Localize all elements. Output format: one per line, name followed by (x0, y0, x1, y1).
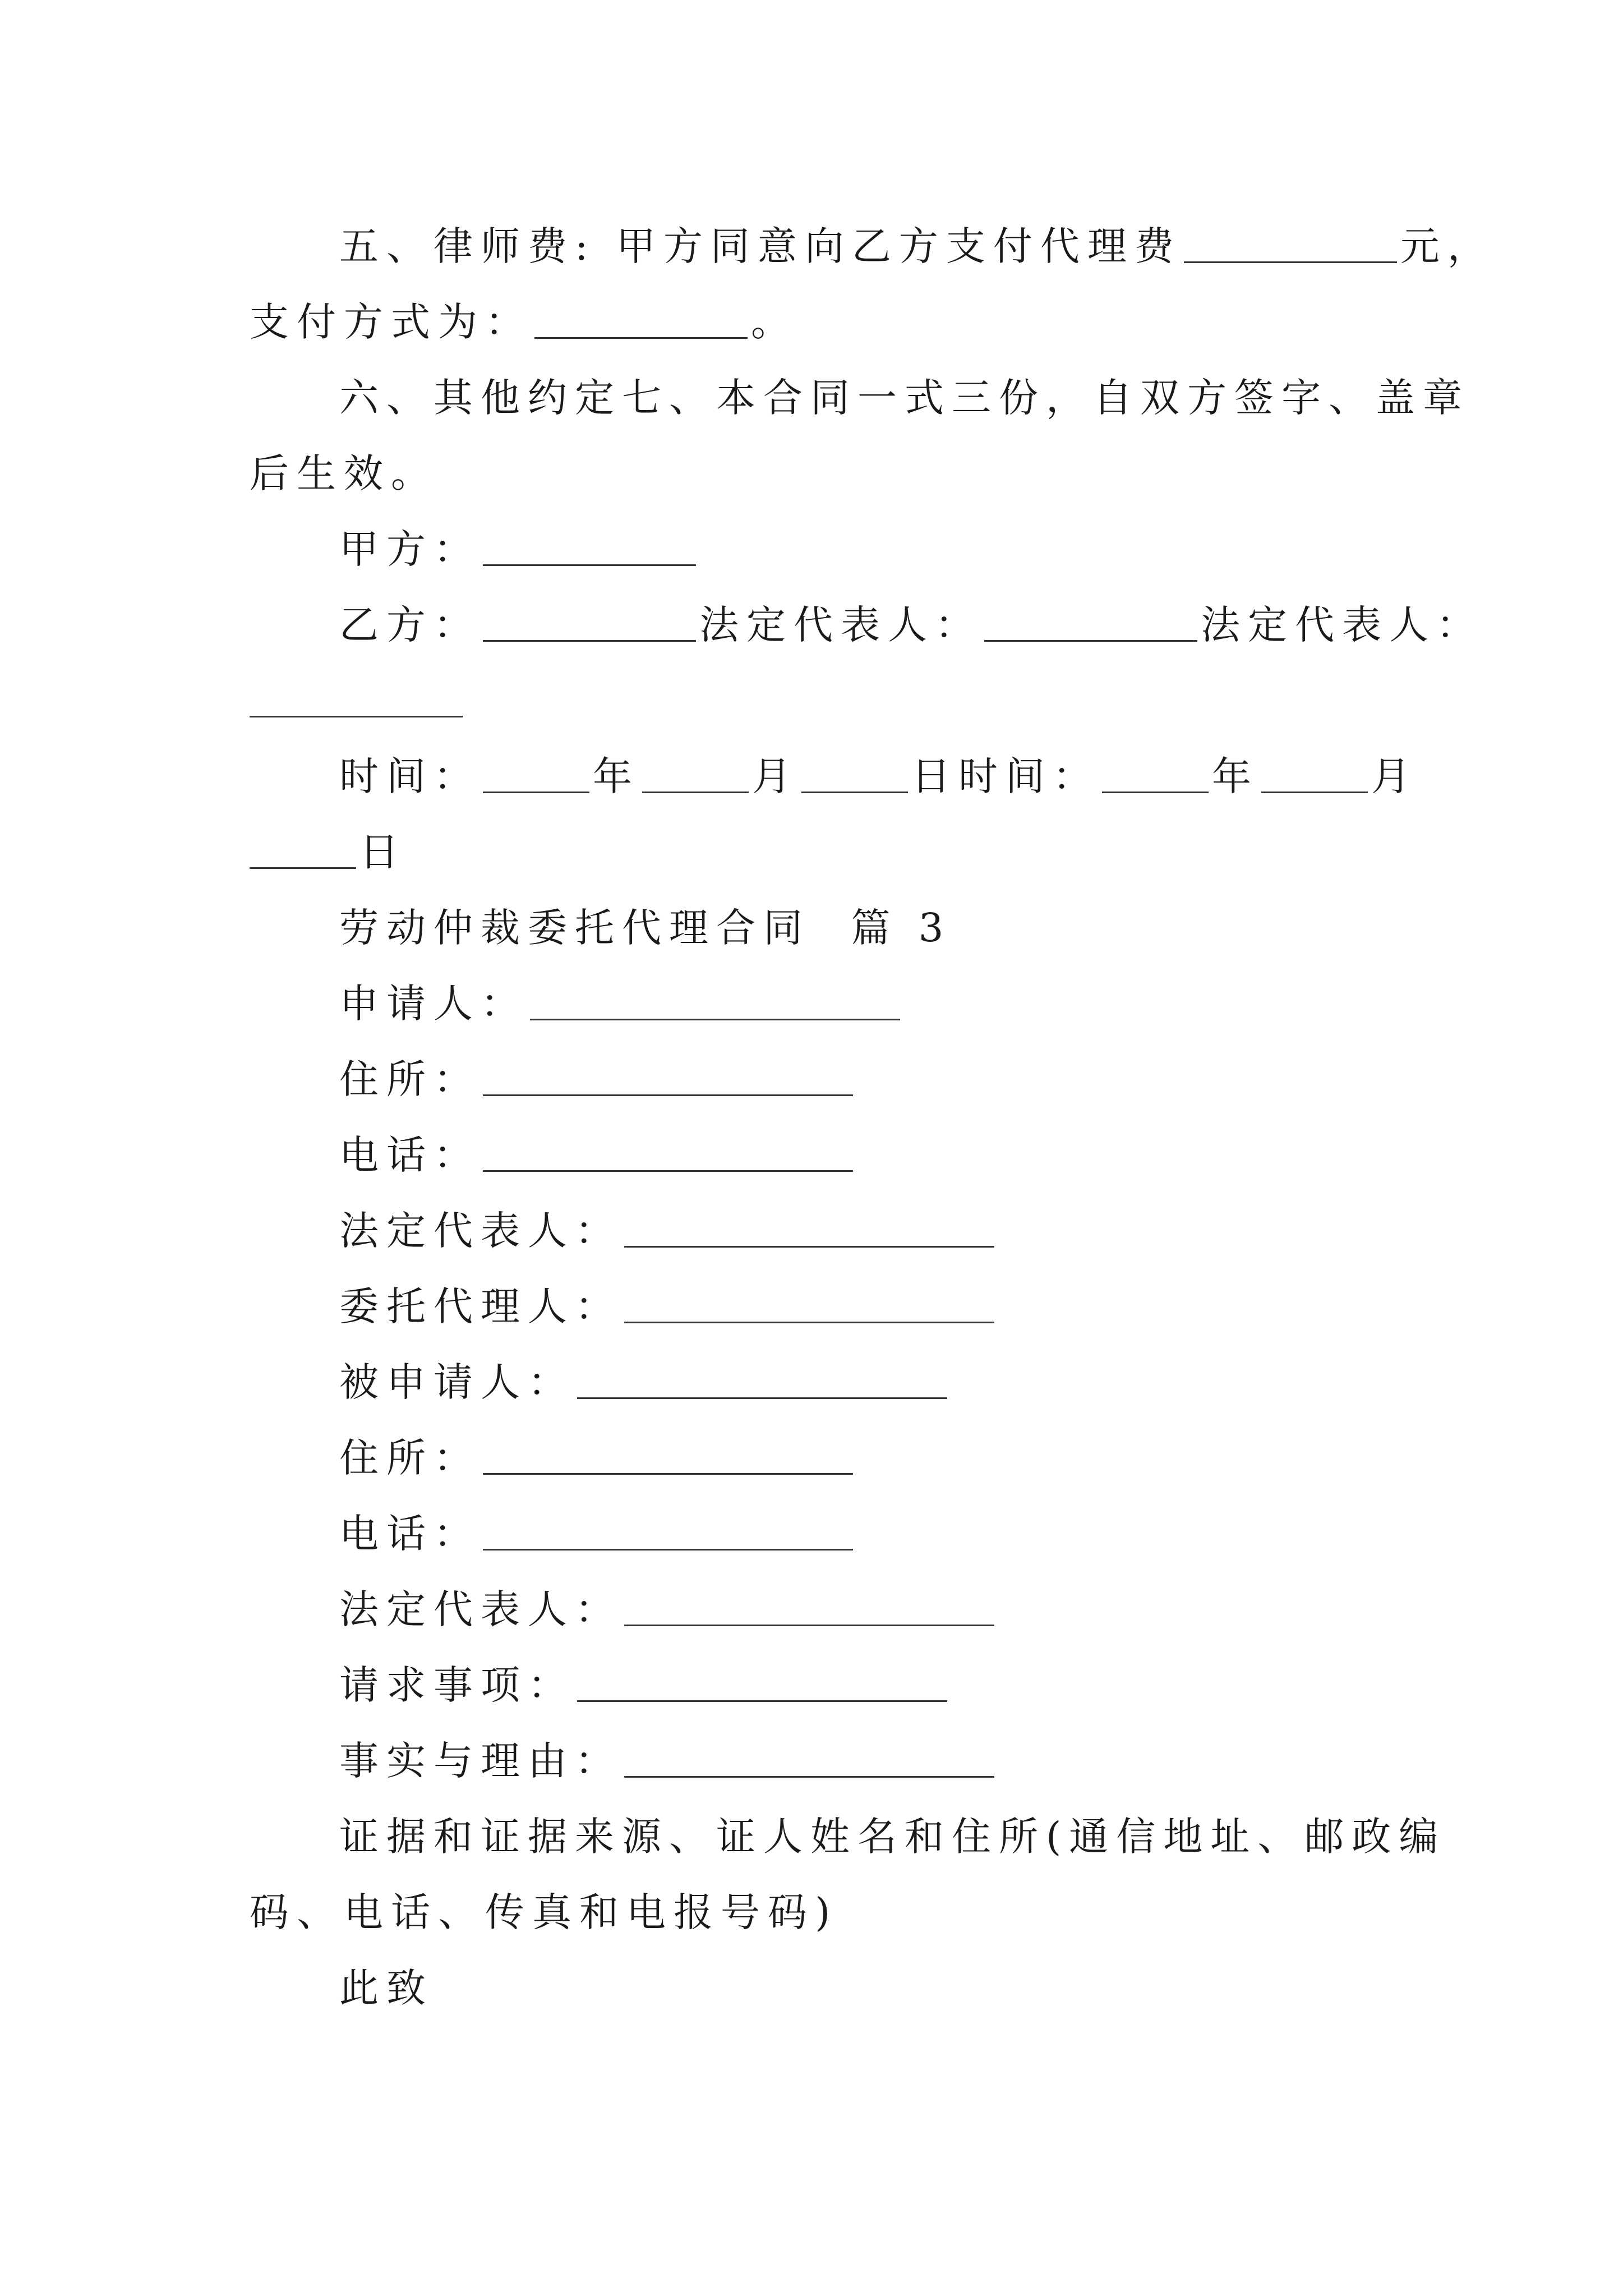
field-claims (339, 1646, 951, 1724)
field-label: 电话： (339, 1511, 481, 1557)
field-label: 住所： (339, 1435, 481, 1481)
field-respondent-address (339, 1419, 856, 1497)
year-label-2: 年 (1212, 753, 1259, 799)
evidence-text-cont: 码、电话、传真和电报号码) (250, 1889, 838, 1935)
field-label: 被申请人： (339, 1359, 575, 1405)
field-legal-rep (339, 1192, 998, 1269)
clause-5-unit: 元， (1400, 223, 1495, 269)
clause-6-text: 六、其他约定七、本合同一式三份，自双方签字、盖章 (339, 375, 1470, 421)
field-respondent-phone (339, 1495, 856, 1572)
field-label: 法定代表人： (339, 1586, 622, 1632)
field-blank[interactable] (483, 1131, 853, 1172)
field-blank[interactable] (624, 1207, 994, 1248)
day-blank-2[interactable] (250, 828, 356, 869)
month-blank-2[interactable] (1261, 752, 1368, 793)
field-label: 申请人： (339, 981, 528, 1027)
field-applicant (339, 965, 903, 1042)
field-respondent-legal-rep (339, 1571, 998, 1648)
section-3-title (339, 889, 951, 967)
legal-rep-blank-2[interactable] (250, 677, 463, 717)
party-b-blank[interactable] (483, 601, 696, 642)
legal-rep-label-1: 法定代表人： (699, 602, 982, 648)
field-blank[interactable] (577, 1661, 947, 1702)
clause-5-line-2 (250, 283, 798, 361)
legal-rep-line-2 (250, 662, 466, 739)
day-label-2: 日 (359, 829, 407, 875)
field-blank[interactable] (483, 1055, 853, 1096)
field-blank[interactable] (624, 1737, 994, 1778)
time-label-1: 时间： (339, 753, 481, 799)
field-label: 法定代表人： (339, 1208, 622, 1254)
field-phone (339, 1116, 856, 1194)
date-line-2 (250, 813, 407, 891)
field-agent (339, 1268, 998, 1345)
clause-5-text: 五、律师费: 甲方同意向乙方支付代理费 (339, 223, 1182, 269)
agency-fee-blank[interactable] (1184, 222, 1397, 263)
field-label: 事实与理由： (339, 1738, 622, 1784)
day-blank-1[interactable] (801, 752, 908, 793)
clause-6-line-1 (339, 359, 1470, 436)
party-a-label: 甲方： (339, 526, 481, 572)
field-facts (339, 1722, 998, 1800)
closing-text: 此致 (339, 1965, 434, 2011)
field-respondent (339, 1343, 951, 1421)
closing-line (339, 1949, 434, 2027)
field-label: 委托代理人： (339, 1283, 622, 1329)
year-blank-1[interactable] (483, 752, 589, 793)
clause-5-line-1 (339, 208, 1495, 285)
field-blank[interactable] (530, 979, 900, 1020)
clause-6-line-2 (250, 435, 438, 512)
party-b-label: 乙方： (339, 602, 481, 648)
field-address (339, 1041, 856, 1118)
field-label: 住所： (339, 1056, 481, 1102)
field-label: 请求事项： (339, 1662, 575, 1708)
month-blank-1[interactable] (642, 752, 749, 793)
field-blank[interactable] (577, 1358, 947, 1399)
year-label-1: 年 (593, 753, 640, 799)
legal-rep-blank-1[interactable] (984, 601, 1197, 642)
party-a-blank[interactable] (483, 525, 696, 566)
field-blank[interactable] (624, 1585, 994, 1626)
payment-method-blank[interactable] (534, 298, 748, 339)
party-a-line (339, 510, 699, 588)
day-time-label: 日时间： (911, 753, 1100, 799)
section-title-text: 劳动仲裁委托代理合同 篇 3 (339, 905, 952, 951)
evidence-line-2 (250, 1874, 838, 1951)
payment-method-label: 支付方式为： (250, 299, 532, 345)
evidence-text: 证据和证据来源、证人姓名和住所(通信地址、邮政编 (339, 1814, 1446, 1860)
field-blank[interactable] (624, 1282, 994, 1323)
legal-rep-label-2: 法定代表人： (1201, 602, 1483, 648)
month-label-1: 月 (752, 753, 799, 799)
evidence-line-1 (339, 1798, 1446, 1875)
clause-5-end: 。 (751, 299, 798, 345)
year-blank-2[interactable] (1102, 752, 1209, 793)
field-label: 电话： (339, 1132, 481, 1178)
month-label-2: 月 (1371, 753, 1418, 799)
field-blank[interactable] (483, 1510, 853, 1550)
clause-6-end: 后生效。 (250, 450, 438, 496)
party-b-line (339, 586, 1483, 664)
field-blank[interactable] (483, 1434, 853, 1475)
date-line (339, 738, 1418, 815)
